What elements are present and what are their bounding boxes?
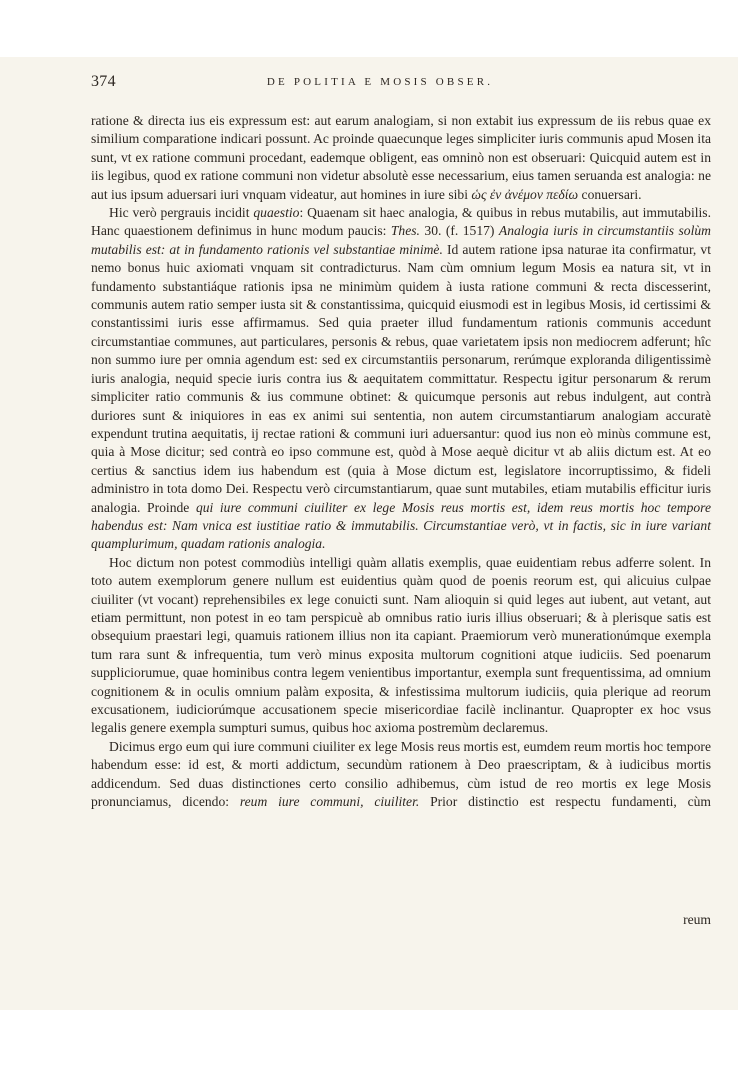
italic-run: qui iure communi ciuiliter ex lege Mosis reus mortis est, idem reus mortis hoc tempore habendus est: Nam vnica est iustitiae ratio & immutabilis. Circumstantiae verò, vt in factis, sic in iure variant quamplurimum, quadam rationis analogia. <box>91 499 711 552</box>
text-run: Hic verò pergrauis incidit <box>109 205 254 221</box>
text-run: Hoc dictum non potest commodiùs intelligi quàm allatis exemplis, quae euidentiam rebus adferre solent. In toto autem exemplorum genere nullum est euidentius quàm quod de poenis reorum est, qui alicuius culpae ciuiliter (vt vocant) reprehensibiles ex lege conuicti sunt. Nam alioquin si quid leges aut iubent, aut vetant, aut etiam permittunt, non potest in eo tam perspicuè ab omnibus ratio iuris illius obseruari; & à plerisque satis est obsequium praestari legi, quamuis rationem illius non ita capiant. Praemiorum verò munerationúmque exempla tum rara sunt & infrequentia, tum verò minus exposita multorum cognitioni atque iudiciis. Sed poenarum suppliciorumue, quae hominibus contra legem venientibus importantur, exempla sunt frequentissima, ad omnium cognitionem & in oculis omnium palàm exposita, & infestissima multorum iudiciis, quia plerique ad reorum excusationem, iudiciorúmque accusationem specie misericordiae facilè inclinantur. Quapropter ex hoc vsus legalis genere exempla sumpturi sumus, quibus hoc axioma postremùm declaremus. <box>91 554 711 736</box>
text-run: : Quaenam sit haec analogia, & quibus in rebus mutabilis, aut immutabilis. Hanc quaestionem definimus in hunc modum paucis: <box>91 205 711 239</box>
text-run: ratione & directa ius eis expressum est: aut earum analogiam, si non extabit ius expressum de iis rebus quae ex similium comparatione indicari possunt. Ac proinde quaecunque leges simpliciter iuris communis apud Mosen ita sunt, vt ex ratione communi procedant, eademque obligent, eas omninò non est obseruari: Quicquid autem est in iis legibus, quod ex ratione communi non videtur absolutè esse necessarium, eius tamen seruanda est analogia: ne aut ius ipsum aduersari iuri vnquam videatur, aut homines in iure sibi <box>91 113 711 202</box>
italic-run: reum iure communi, ciuiliter. <box>239 794 420 810</box>
page-number: 374 <box>91 73 116 90</box>
paragraph <box>91 554 711 738</box>
italic-run: ὡς ἐν ἀνέμον πεδίω <box>471 186 579 202</box>
text-run: 30. (f. 1517) <box>419 223 499 239</box>
paragraph <box>91 738 711 812</box>
paragraph <box>91 112 711 204</box>
text-run: Prior distinctio est respectu fundamenti, cùm <box>419 794 711 810</box>
page-header <box>0 73 738 93</box>
italic-run: Analogia iuris in circumstantiis solùm mutabilis est: at in fundamento rationis vel substantiae minimè. <box>91 223 711 257</box>
body-text <box>91 112 711 811</box>
text-run: Id autem ratione ipsa naturae ita confirmatur, vt nemo bonus huic axiomati vnquam sit contradicturus. Nam cùm omnium legum Mosis ea natura sit, vt in fundamento substantiáque rationis ipsa ne minimùm quidem à iusta ratione communi & recta discesserint, communis autem ratio semper iusta sit & constantissima, quicquid eiusmodi est in legibus Mosis, id certissimi & constantissimi iuris esse affirmamus. Sed quia praeter illud fundamentum rationis communis accedunt circumstantiae communes, aut particulares, personis & rebus, quae varietatem ipsis non mediocrem adferunt; hîc non summo iure per omnia agendum est: sed ex circumstantiis personarum, rerúmque exploranda diligentissimè iuris analogia, nequid specie iuris contra ius & aequitatem committatur. Respectu igitur personarum & rerum simpliciter ratio communis & ius commune obtinet: & quicumque personis aut rebus indulgent, aut contrà duriores sunt & iniquiores in eas ex animi sui sententia, non autem circumstantiarum analogiam accuratè expendunt trutina aequitatis, ij rectae rationi & communi iuri aduersantur: quod ius non eò minùs commune est, quia à Mose dicitur; sed contrà eo ipso commune est, quòd à Mose aequè dicitur vt ab aliis dictum est. At eo certius & sanctius idem ius habendum est (quia à Mose dictum est, legislatore incorruptissimo, & fideli administro in tota domo Dei. Respectu verò circumstantiarum, quae sunt mutabiles, etiam mutabilis efficitur iuris analogia. Proinde <box>91 241 712 515</box>
text-run: Dicimus ergo eum qui iure communi ciuiliter ex lege Mosis reus mortis est, eumdem reum mortis hoc tempore habendum esse: id est, & morti addictum, secundùm rationem à Deo praescriptam, & à iudicibus mortis addicendum. Sed duas distinctiones certo consilio adhibemus, cùm istud de reo mortis ex lege Mosis pronunciamus, dicendo: <box>91 738 711 810</box>
text-run: conuersari. <box>578 186 642 202</box>
running-title: DE POLITIA E MOSIS OBSER. <box>266 76 494 88</box>
paragraph <box>91 204 711 554</box>
italic-run: quaestio <box>253 205 300 221</box>
italic-run: Thes. <box>390 223 420 239</box>
catchword: reum <box>683 912 711 927</box>
